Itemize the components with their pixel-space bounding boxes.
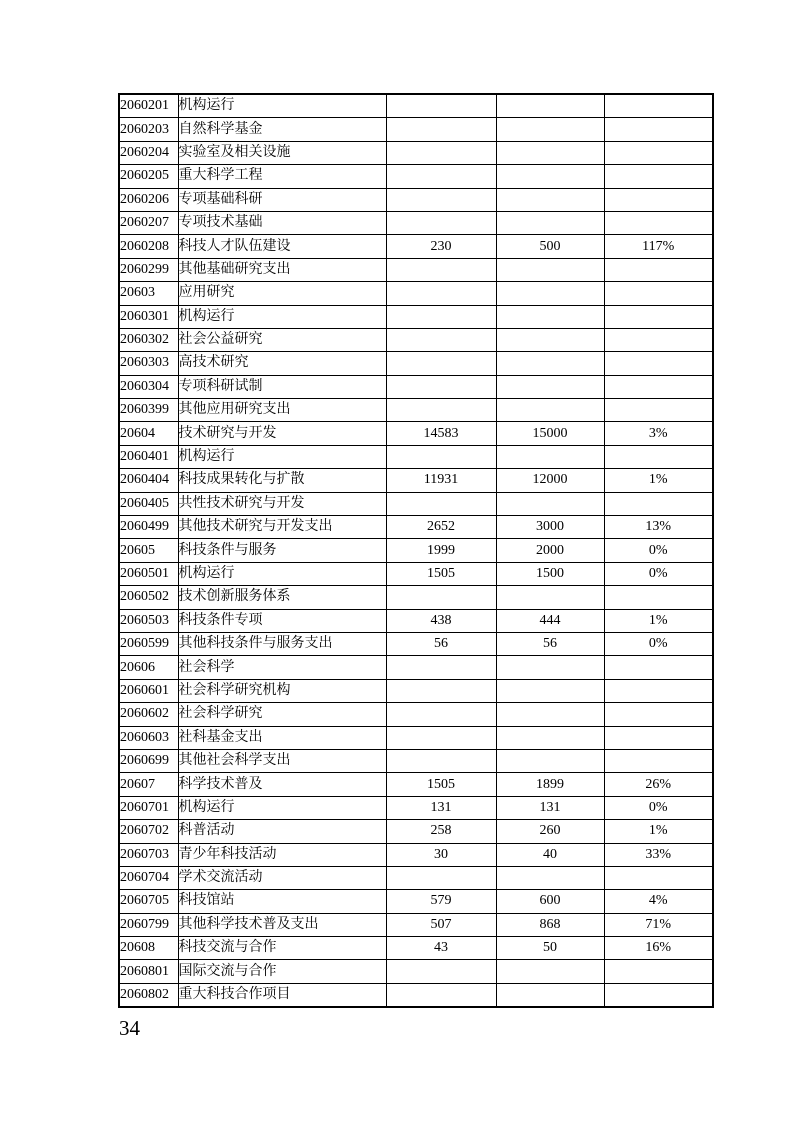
cell-value2: 868 (496, 913, 604, 936)
cell-percent (604, 118, 713, 141)
cell-percent: 71% (604, 913, 713, 936)
cell-value2 (496, 703, 604, 726)
cell-value1 (386, 492, 496, 515)
cell-value2 (496, 656, 604, 679)
cell-name: 社会公益研究 (178, 328, 386, 351)
cell-value1 (386, 960, 496, 983)
table-row (119, 983, 713, 1007)
cell-name: 技术研究与开发 (178, 422, 386, 445)
cell-code: 2060799 (119, 913, 178, 936)
cell-name: 科普活动 (178, 820, 386, 843)
table-row (119, 469, 713, 492)
cell-value1 (386, 586, 496, 609)
cell-value2 (496, 445, 604, 468)
table-row (119, 726, 713, 749)
cell-name: 机构运行 (178, 796, 386, 819)
table-row (119, 422, 713, 445)
cell-code: 2060601 (119, 679, 178, 702)
cell-value1: 507 (386, 913, 496, 936)
cell-name: 技术创新服务体系 (178, 586, 386, 609)
table-row (119, 328, 713, 351)
cell-value1: 230 (386, 235, 496, 258)
cell-value1 (386, 282, 496, 305)
cell-code: 2060299 (119, 258, 178, 281)
cell-name: 自然科学基金 (178, 118, 386, 141)
cell-name: 重大科技合作项目 (178, 983, 386, 1007)
cell-value1 (386, 679, 496, 702)
cell-name: 专项技术基础 (178, 211, 386, 234)
cell-code: 2060203 (119, 118, 178, 141)
page-number: 34 (119, 1016, 140, 1040)
cell-code: 2060704 (119, 866, 178, 889)
cell-value2 (496, 679, 604, 702)
cell-percent (604, 375, 713, 398)
table-row (119, 937, 713, 960)
cell-value1 (386, 118, 496, 141)
cell-name: 学术交流活动 (178, 866, 386, 889)
cell-percent: 4% (604, 890, 713, 913)
cell-value2 (496, 211, 604, 234)
cell-code: 2060204 (119, 141, 178, 164)
cell-value1 (386, 375, 496, 398)
cell-code: 2060208 (119, 235, 178, 258)
cell-percent (604, 749, 713, 772)
table-row (119, 562, 713, 585)
table-row (119, 399, 713, 422)
cell-value2 (496, 399, 604, 422)
cell-percent (604, 282, 713, 305)
table-row (119, 913, 713, 936)
cell-name: 科技条件专项 (178, 609, 386, 632)
cell-value2 (496, 749, 604, 772)
cell-value2: 3000 (496, 516, 604, 539)
cell-value2 (496, 375, 604, 398)
cell-value1 (386, 352, 496, 375)
cell-code: 2060503 (119, 609, 178, 632)
cell-value1: 438 (386, 609, 496, 632)
cell-value1: 56 (386, 632, 496, 655)
cell-value2: 1500 (496, 562, 604, 585)
cell-value1: 2652 (386, 516, 496, 539)
table-body (119, 94, 713, 1007)
cell-code: 2060401 (119, 445, 178, 468)
cell-code: 20606 (119, 656, 178, 679)
cell-value1: 258 (386, 820, 496, 843)
cell-value2: 600 (496, 890, 604, 913)
cell-code: 20607 (119, 773, 178, 796)
table-row (119, 773, 713, 796)
cell-value1: 1505 (386, 562, 496, 585)
cell-code: 2060205 (119, 165, 178, 188)
cell-value2: 15000 (496, 422, 604, 445)
cell-name: 其他技术研究与开发支出 (178, 516, 386, 539)
table-row (119, 796, 713, 819)
cell-name: 机构运行 (178, 94, 386, 118)
cell-name: 专项科研试制 (178, 375, 386, 398)
cell-code: 2060304 (119, 375, 178, 398)
cell-value2: 444 (496, 609, 604, 632)
cell-value1 (386, 656, 496, 679)
cell-percent (604, 983, 713, 1007)
cell-value1: 1505 (386, 773, 496, 796)
cell-name: 机构运行 (178, 305, 386, 328)
cell-percent: 1% (604, 469, 713, 492)
table-row (119, 258, 713, 281)
cell-code: 2060705 (119, 890, 178, 913)
cell-value2 (496, 188, 604, 211)
table-row (119, 703, 713, 726)
cell-percent (604, 866, 713, 889)
cell-code: 2060501 (119, 562, 178, 585)
cell-code: 2060802 (119, 983, 178, 1007)
cell-value2: 2000 (496, 539, 604, 562)
cell-name: 科学技术普及 (178, 773, 386, 796)
cell-name: 科技人才队伍建设 (178, 235, 386, 258)
cell-value2: 500 (496, 235, 604, 258)
cell-value2 (496, 305, 604, 328)
cell-name: 社科基金支出 (178, 726, 386, 749)
cell-code: 2060801 (119, 960, 178, 983)
cell-percent: 0% (604, 562, 713, 585)
cell-code: 2060301 (119, 305, 178, 328)
table-row (119, 960, 713, 983)
cell-code: 20603 (119, 282, 178, 305)
cell-value2 (496, 866, 604, 889)
table-row (119, 141, 713, 164)
cell-percent (604, 305, 713, 328)
cell-name: 高技术研究 (178, 352, 386, 375)
cell-percent (604, 492, 713, 515)
cell-name: 机构运行 (178, 562, 386, 585)
cell-percent (604, 94, 713, 118)
cell-value2 (496, 118, 604, 141)
table-row (119, 445, 713, 468)
table-row (119, 492, 713, 515)
cell-value2 (496, 141, 604, 164)
cell-code: 2060703 (119, 843, 178, 866)
cell-percent (604, 352, 713, 375)
table-row (119, 656, 713, 679)
table-row (119, 516, 713, 539)
cell-value1: 11931 (386, 469, 496, 492)
table-row (119, 820, 713, 843)
cell-code: 2060302 (119, 328, 178, 351)
cell-value1 (386, 749, 496, 772)
cell-value1: 579 (386, 890, 496, 913)
cell-percent: 33% (604, 843, 713, 866)
cell-code: 2060405 (119, 492, 178, 515)
cell-value1: 1999 (386, 539, 496, 562)
cell-percent: 1% (604, 609, 713, 632)
cell-code: 2060599 (119, 632, 178, 655)
cell-code: 2060499 (119, 516, 178, 539)
cell-code: 20605 (119, 539, 178, 562)
cell-value2: 1899 (496, 773, 604, 796)
cell-name: 科技条件与服务 (178, 539, 386, 562)
table-row (119, 866, 713, 889)
cell-value2: 40 (496, 843, 604, 866)
cell-code: 2060206 (119, 188, 178, 211)
cell-value1 (386, 328, 496, 351)
table-row (119, 352, 713, 375)
cell-value2 (496, 960, 604, 983)
cell-percent (604, 141, 713, 164)
cell-percent (604, 656, 713, 679)
cell-value2 (496, 586, 604, 609)
cell-code: 2060702 (119, 820, 178, 843)
cell-percent (604, 399, 713, 422)
cell-value2 (496, 726, 604, 749)
cell-percent (604, 679, 713, 702)
cell-percent: 0% (604, 539, 713, 562)
cell-value2: 131 (496, 796, 604, 819)
cell-value2 (496, 983, 604, 1007)
cell-name: 其他科学技术普及支出 (178, 913, 386, 936)
cell-name: 科技交流与合作 (178, 937, 386, 960)
cell-value2: 56 (496, 632, 604, 655)
table-row (119, 375, 713, 398)
cell-value1: 43 (386, 937, 496, 960)
cell-percent: 16% (604, 937, 713, 960)
table-row (119, 843, 713, 866)
cell-name: 共性技术研究与开发 (178, 492, 386, 515)
cell-percent (604, 211, 713, 234)
cell-value1 (386, 703, 496, 726)
table-row (119, 165, 713, 188)
cell-value2 (496, 492, 604, 515)
cell-name: 社会科学 (178, 656, 386, 679)
cell-code: 2060207 (119, 211, 178, 234)
cell-value1: 14583 (386, 422, 496, 445)
cell-code: 2060502 (119, 586, 178, 609)
table-row (119, 586, 713, 609)
cell-code: 20608 (119, 937, 178, 960)
cell-value1 (386, 211, 496, 234)
cell-value1 (386, 866, 496, 889)
table-row (119, 282, 713, 305)
cell-value2 (496, 328, 604, 351)
cell-percent (604, 328, 713, 351)
cell-name: 科技馆站 (178, 890, 386, 913)
cell-percent: 26% (604, 773, 713, 796)
cell-value2: 12000 (496, 469, 604, 492)
cell-value1 (386, 188, 496, 211)
cell-value2 (496, 94, 604, 118)
cell-name: 其他科技条件与服务支出 (178, 632, 386, 655)
cell-code: 2060201 (119, 94, 178, 118)
cell-percent: 1% (604, 820, 713, 843)
cell-percent: 3% (604, 422, 713, 445)
cell-value2 (496, 165, 604, 188)
cell-value1 (386, 305, 496, 328)
table-row (119, 749, 713, 772)
budget-table (118, 93, 714, 1008)
cell-percent (604, 960, 713, 983)
cell-percent (604, 726, 713, 749)
cell-name: 其他社会科学支出 (178, 749, 386, 772)
table-row (119, 609, 713, 632)
cell-percent (604, 586, 713, 609)
table-row (119, 94, 713, 118)
cell-value1 (386, 165, 496, 188)
table-row (119, 235, 713, 258)
cell-name: 社会科学研究机构 (178, 679, 386, 702)
cell-code: 2060303 (119, 352, 178, 375)
cell-value2 (496, 352, 604, 375)
cell-value2: 50 (496, 937, 604, 960)
table-row (119, 539, 713, 562)
cell-value1 (386, 399, 496, 422)
cell-value1: 30 (386, 843, 496, 866)
cell-code: 2060399 (119, 399, 178, 422)
cell-value1 (386, 445, 496, 468)
cell-percent (604, 258, 713, 281)
table-row (119, 118, 713, 141)
cell-value2 (496, 282, 604, 305)
cell-value2: 260 (496, 820, 604, 843)
cell-code: 20604 (119, 422, 178, 445)
cell-value1 (386, 141, 496, 164)
cell-name: 重大科学工程 (178, 165, 386, 188)
cell-percent (604, 445, 713, 468)
cell-percent: 0% (604, 796, 713, 819)
cell-code: 2060602 (119, 703, 178, 726)
cell-percent: 117% (604, 235, 713, 258)
cell-code: 2060701 (119, 796, 178, 819)
cell-name: 专项基础科研 (178, 188, 386, 211)
cell-value1 (386, 94, 496, 118)
cell-percent: 0% (604, 632, 713, 655)
cell-value1 (386, 983, 496, 1007)
cell-name: 社会科学研究 (178, 703, 386, 726)
cell-name: 国际交流与合作 (178, 960, 386, 983)
cell-code: 2060603 (119, 726, 178, 749)
cell-name: 应用研究 (178, 282, 386, 305)
table-row (119, 632, 713, 655)
cell-name: 青少年科技活动 (178, 843, 386, 866)
cell-percent (604, 165, 713, 188)
cell-value1: 131 (386, 796, 496, 819)
cell-code: 2060699 (119, 749, 178, 772)
cell-name: 科技成果转化与扩散 (178, 469, 386, 492)
table-row (119, 188, 713, 211)
cell-value1 (386, 258, 496, 281)
cell-percent (604, 703, 713, 726)
cell-name: 机构运行 (178, 445, 386, 468)
table-row (119, 211, 713, 234)
cell-name: 其他基础研究支出 (178, 258, 386, 281)
table-row (119, 890, 713, 913)
cell-name: 其他应用研究支出 (178, 399, 386, 422)
table-row (119, 305, 713, 328)
cell-percent: 13% (604, 516, 713, 539)
cell-value1 (386, 726, 496, 749)
cell-code: 2060404 (119, 469, 178, 492)
table-row (119, 679, 713, 702)
cell-value2 (496, 258, 604, 281)
cell-name: 实验室及相关设施 (178, 141, 386, 164)
cell-percent (604, 188, 713, 211)
